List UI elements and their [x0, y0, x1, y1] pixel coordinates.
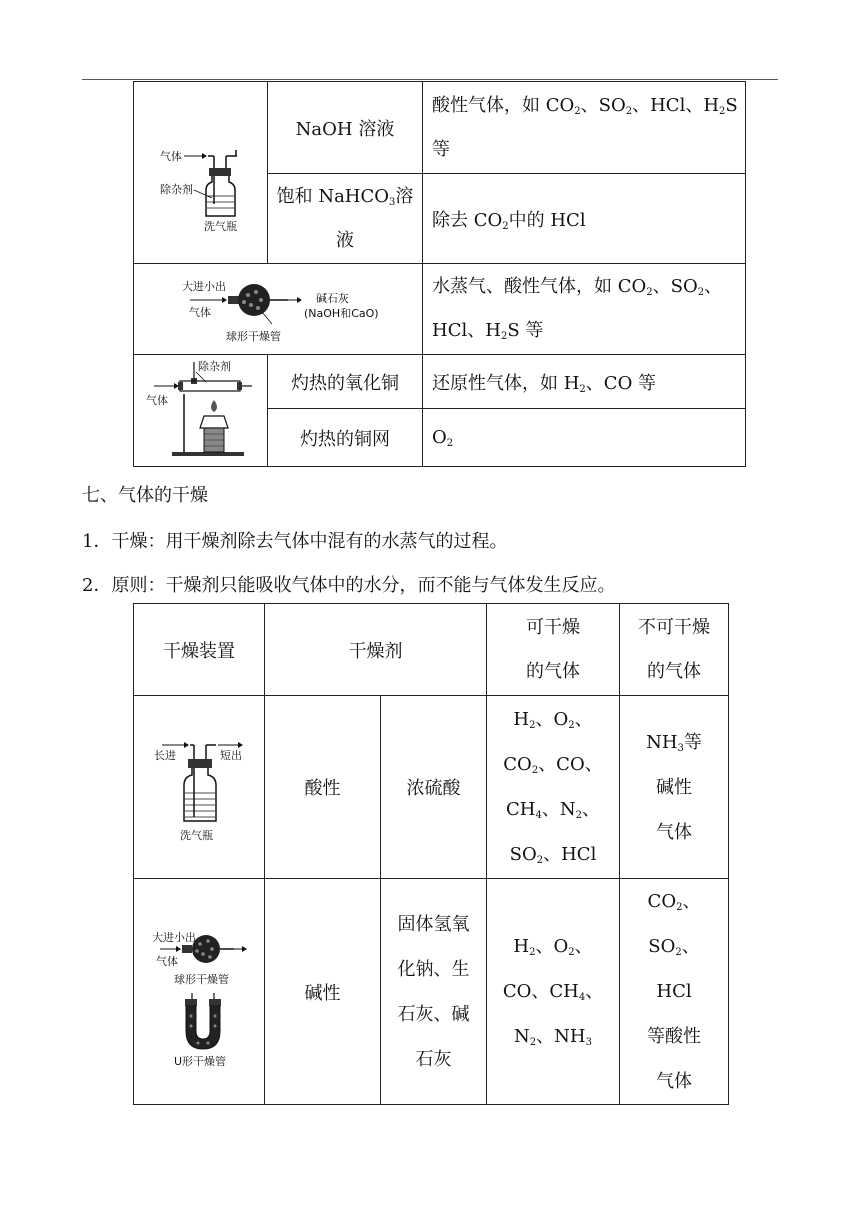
can-dry-list-2: $H_2$、$O_2$、 CO、$CH_4$、 $N_2$、$NH_3$	[487, 879, 620, 1105]
svg-text:洗气瓶: 洗气瓶	[180, 829, 213, 842]
svg-text:球形干燥管: 球形干燥管	[174, 972, 229, 986]
header-can-dry: 可干燥 的气体	[487, 604, 620, 696]
header-agent: 干燥剂	[265, 604, 487, 696]
heated-tube-figure	[134, 355, 268, 467]
svg-text:(NaOH和CaO): (NaOH和CaO)	[304, 307, 379, 320]
section-heading: 七、气体的干燥	[82, 485, 208, 506]
removes-water-acid: 水蒸气、酸性气体，如 $CO_2$、$SO_2$、HCl、$H_2S$ 等	[423, 264, 746, 355]
agent-basic-list: 固体氢氧 化钠、生 石灰、碱 石灰	[381, 879, 487, 1105]
washing-bottle-figure	[134, 696, 265, 879]
removes-reducing-gas: 还原性气体，如 $H_2$、CO 等	[423, 355, 746, 409]
removes-acid-gas: 酸性气体，如 $CO_2$、$SO_2$、HCl、$H_2S$ 等	[423, 82, 746, 174]
svg-text:U形干燥管: U形干燥管	[174, 1054, 227, 1068]
nature-acidic: 酸性	[265, 696, 381, 879]
svg-text:大进小出: 大进小出	[152, 930, 196, 944]
item-drying-definition: 1．干燥：用干燥剂除去气体中混有的水蒸气的过程。	[82, 531, 508, 552]
header-device: 干燥装置	[134, 604, 265, 696]
svg-text:气体: 气体	[146, 393, 168, 407]
cannot-dry-list-2: $CO_2$、 $SO_2$、 HCl 等酸性 气体	[620, 879, 729, 1105]
item-drying-principle: 2．原则：干燥剂只能吸收气体中的水分，而不能与气体发生反应。	[82, 575, 616, 596]
svg-text:大进小出: 大进小出	[182, 280, 226, 293]
reagent-hot-cu-mesh: 灼热的铜网	[268, 409, 423, 467]
drying-table	[133, 603, 729, 1105]
svg-text:长进: 长进	[154, 749, 176, 762]
svg-text:气体: 气体	[160, 149, 182, 163]
svg-text:短出: 短出	[220, 749, 242, 762]
reagent-hot-cuo: 灼热的氧化铜	[268, 355, 423, 409]
drying-tube-figure	[134, 264, 423, 355]
svg-text:洗气瓶: 洗气瓶	[204, 219, 237, 233]
svg-text:除杂剂: 除杂剂	[198, 359, 231, 373]
gas-washing-bottle-figure	[134, 82, 268, 264]
svg-text:球形干燥管: 球形干燥管	[226, 330, 281, 343]
drying-tubes-figure	[134, 879, 265, 1105]
svg-text:除杂剂: 除杂剂	[160, 182, 193, 196]
svg-text:碱石灰: 碱石灰	[316, 292, 349, 305]
can-dry-list-1: $H_2$、$O_2$、 $CO_2$、CO、 $CH_4$、$N_2$、 $SO_2$、HCl	[487, 696, 620, 879]
purification-table	[133, 81, 746, 467]
removes-oxygen: $O_2$	[423, 409, 746, 467]
nature-basic: 碱性	[265, 879, 381, 1105]
header-cannot-dry: 不可干燥 的气体	[620, 604, 729, 696]
svg-text:气体: 气体	[156, 954, 178, 968]
svg-text:气体: 气体	[189, 306, 211, 319]
removes-hcl: 除去 $CO_2$中的 HCl	[423, 174, 746, 264]
cannot-dry-list-1: $NH_3$等 碱性 气体	[620, 696, 729, 879]
header-rule	[82, 79, 778, 80]
reagent-nahco3: 饱和 NaHCO$_3$溶液	[268, 174, 423, 264]
agent-conc-h2so4: 浓硫酸	[381, 696, 487, 879]
reagent-naoh: NaOH 溶液	[268, 82, 423, 174]
